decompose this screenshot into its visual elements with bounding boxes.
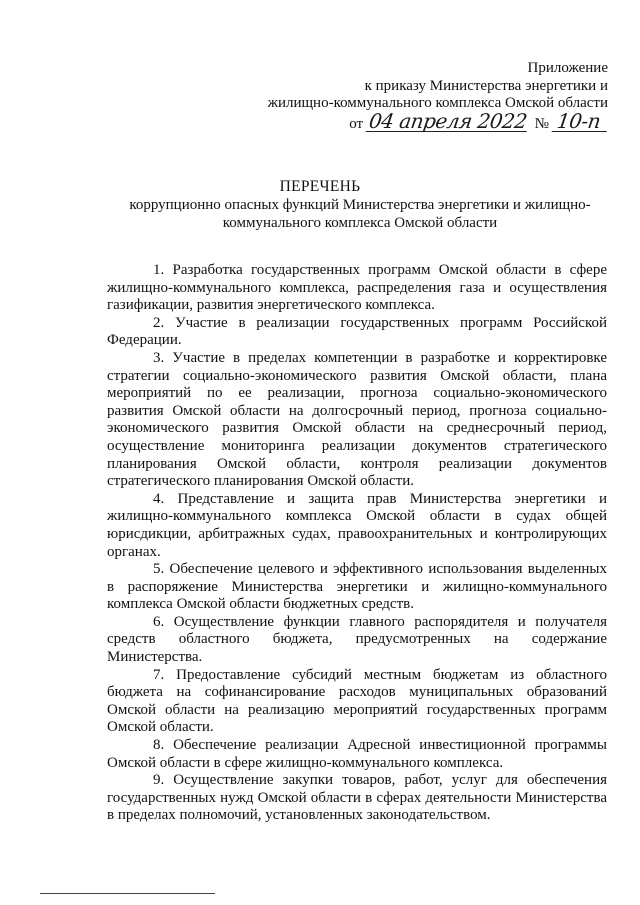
order-reference-line-1: к приказу Министерства энергетики и <box>364 77 608 94</box>
order-date-number-line <box>349 108 608 134</box>
list-item: 6. Осуществление функции главного распорядителя и получателя средств областного бюджета, предусмотренных на содержание Министерства. <box>107 613 607 666</box>
list-item: 9. Осуществление закупки товаров, работ, услуг для обеспечения государственных нужд Омской области в сферах деятельности Министерства в пределах полномочий, установленных законодательством. <box>107 772 607 824</box>
list-item: 5. Обеспечение целевого и эффективного использования выделенных в распоряжение Министерства энергетики и жилищно-коммунального комплекса Омской области бюджетных средств. <box>107 561 607 613</box>
appendix-header <box>268 60 608 133</box>
list-item: 2. Участие в реализации государственных программ Российской Федерации. <box>107 314 607 349</box>
document-subtitle: коррупционно опасных функций Министерства энергетики и жилищно-коммунального комплекса Омской области <box>129 197 591 231</box>
footer-divider <box>40 893 215 894</box>
functions-list <box>107 262 607 825</box>
list-item: 4. Представление и защита прав Министерства энергетики и жилищно-коммунального комплекса Омской области в судах общей юрисдикции, арбитражных судах, правоохранительных и контролирующих органах. <box>107 490 607 560</box>
handwritten-date: 04 апреля 2022 <box>367 108 529 133</box>
list-item: 8. Обеспечение реализации Адресной инвестиционной программы Омской области в сфере жилищно-коммунального комплекса. <box>107 737 607 771</box>
from-label: от <box>349 115 364 132</box>
list-item: 7. Предоставление субсидий местным бюджетам из областного бюджета на софинансирование расходов муниципальных образований Омской области на реализацию мероприятий государственных программ Омской области. <box>107 666 607 736</box>
list-item: 1. Разработка государственных программ Омской области в сфере жилищно-коммунального комплекса, распределения газа и осуществления газификации, развития энергетического комплекса. <box>107 262 607 314</box>
number-label: № <box>534 115 549 132</box>
handwritten-number: 10-п <box>552 113 610 132</box>
document-title: ПЕРЕЧЕНЬ <box>279 178 361 195</box>
order-reference-line-2: жилищно-коммунального комплекса Омской области <box>267 95 608 111</box>
list-item: 3. Участие в пределах компетенции в разработке и корректировке стратегии социально-экономического развития Омской области, плана мероприятий по ее реализации, прогноза социально-экономического развития Омской области на долгосрочный период, прогноза социально-экономического развития Омской области на среднесрочный период, осуществление мониторинга реализации документов стратегического планирования Омской области, контроля реализации документов стратегического планирования Омской области. <box>107 349 607 490</box>
appendix-label: Приложение <box>527 60 608 76</box>
